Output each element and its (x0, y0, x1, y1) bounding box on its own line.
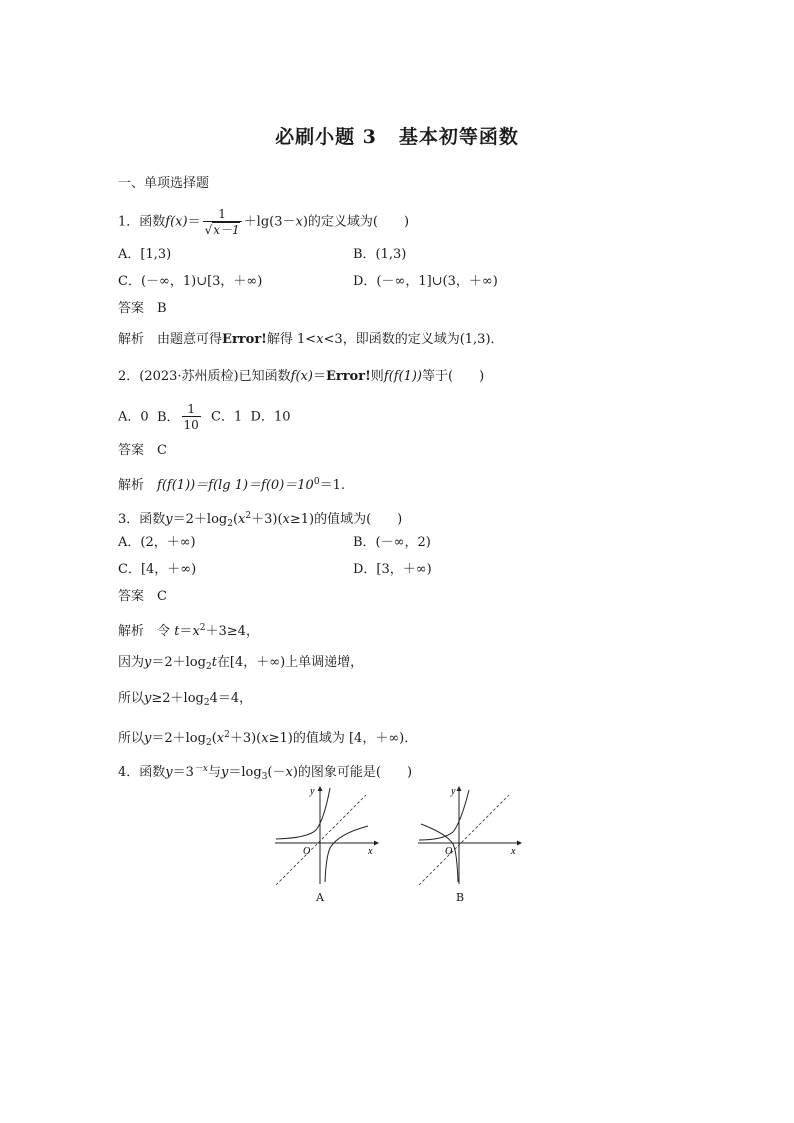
q2-explanation: 解析 f(f(1))＝f(lg $1)=f(0)=10^0=1$. (118, 477, 345, 493)
q2-option-c: C．1 (211, 409, 243, 425)
q3-option-b: B．(－∞，2) (353, 535, 431, 550)
graph-a-log-curve (325, 826, 368, 882)
q3-explanation-2: 因为$y=2+\log_2t$在[4，＋∞)上单调递增， (118, 655, 364, 672)
q1-answer: 答案 B (118, 301, 167, 316)
graph-b-y-label: y (451, 786, 456, 797)
graph-b (413, 782, 523, 887)
graph-a-x-arrow (374, 841, 379, 846)
question-4-stem: 4．函数$y=3^{-x}$与$y=\log_3(-x)$的图象可能是( ) (118, 764, 413, 782)
q2-answer: 答案 C (118, 443, 167, 458)
q3-answer: 答案 C (118, 589, 167, 604)
q2-option-b: B． $\frac{1}{10}$ (156, 402, 199, 432)
question-2-stem: 2．(2023·苏州质检)已知函数f(x)＝Error!则f(f(1))等于( ) (118, 369, 485, 384)
graph-b-label: B (455, 891, 465, 904)
question-2-options (118, 402, 291, 432)
graph-a (270, 782, 380, 887)
q1-option-a: A．[1,3) (118, 247, 172, 262)
q3-option-c: C．[4，＋∞) (118, 562, 197, 577)
q2-option-a: A．0 (118, 409, 149, 425)
graph-b-origin: O (445, 846, 453, 857)
q1-explanation: 解析 由题意可得Error!解得 1<x<3，即函数的定义域为(1,3)． (118, 332, 504, 347)
graph-a-label: A (316, 891, 324, 904)
graph-a-diagonal (276, 795, 366, 885)
graph-b-exp-curve (419, 790, 469, 840)
section-heading: 一、单项选择题 (118, 176, 210, 191)
question-1-stem: 1．函数f(x)＝ $\frac{1}{√x-1}$ ＋lg(3－x)的定义域为( ) (118, 207, 410, 237)
q3-explanation-3: 所以$y\ge 2+\log_24=4$， (118, 691, 253, 708)
q1-option-b: B．(1,3) (353, 247, 407, 262)
question-1-options-row1 (118, 247, 171, 263)
graph-b-x-arrow (517, 841, 522, 846)
page-title: 必刷小题 3 基本初等函数 (275, 126, 519, 148)
graph-a-origin: O (303, 846, 311, 857)
question-3-stem: 3．函数$y=2+\log_2(x^2+3)(x\ge 1)$的值域为( ) (118, 511, 403, 529)
graph-a-y-arrow (318, 786, 323, 791)
q3-option-a: A．(2，＋∞) (118, 535, 196, 550)
q3-explanation-1: 解析 令 $t=x^2+3\ge 4$， (118, 623, 259, 639)
q1-option-d: D．(－∞，1]∪(3，＋∞) (353, 274, 498, 289)
fraction: $\frac{1}{√x-1}$ (204, 207, 240, 237)
graph-a-y-label: y (310, 786, 315, 797)
q3-explanation-4: 所以$y=2+\log_2(x^2+3)(x\ge 1)$的值域为 [4，＋∞)． (118, 730, 418, 748)
graph-b-x-label: x (511, 846, 516, 857)
graph-a-x-label: x (368, 846, 373, 857)
q2-option-d: D．10 (250, 409, 291, 425)
graph-b-y-arrow (457, 786, 462, 791)
q1-option-c: C．(－∞，1)∪[3，＋∞) (118, 274, 263, 289)
q3-option-d: D．[3，＋∞) (353, 562, 432, 577)
graph-a-exp-curve (276, 788, 330, 839)
